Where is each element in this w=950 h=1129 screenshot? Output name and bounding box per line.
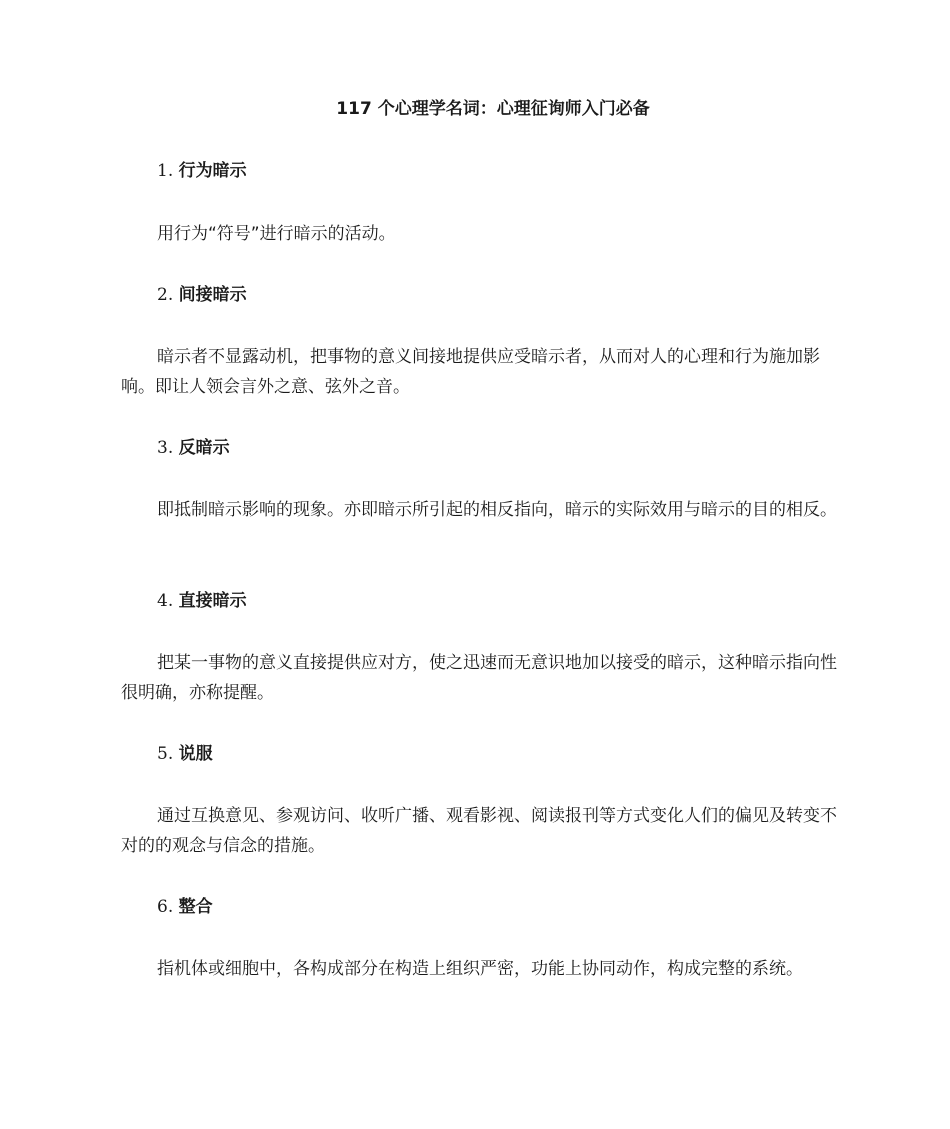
term-definition: 把某一事物的意义直接提供应对方，使之迅速而无意识地加以接受的暗示，这种暗示指向性很明确，亦称提醒。 bbox=[121, 653, 837, 703]
term-heading bbox=[157, 895, 213, 919]
term-name: 行为暗示 bbox=[178, 161, 247, 181]
term-number: 3. bbox=[157, 438, 174, 458]
term-definition: 暗示者不显露动机，把事物的意义间接地提供应受暗示者，从而对人的心理和行为施加影响。即让人领会言外之意、弦外之音。 bbox=[121, 347, 820, 397]
document-title: 117 个心理学名词：心理征询师入门必备 bbox=[336, 99, 650, 119]
term-number: 4. bbox=[157, 591, 174, 611]
term-definition: 即抵制暗示影响的现象。亦即暗示所引起的相反指向，暗示的实际效用与暗示的目的相反。 bbox=[157, 500, 837, 520]
term-number: 5. bbox=[157, 744, 174, 764]
term-definition: 用行为“符号”进行暗示的活动。 bbox=[157, 224, 396, 244]
term-name: 反暗示 bbox=[178, 438, 230, 458]
term-name: 间接暗示 bbox=[178, 285, 247, 305]
term-number: 1. bbox=[157, 161, 174, 181]
term-heading bbox=[157, 283, 247, 307]
term-name: 整合 bbox=[178, 897, 213, 917]
term-number: 6. bbox=[157, 897, 174, 917]
term-definition: 指机体或细胞中，各构成部分在构造上组织严密，功能上协同动作，构成完整的系统。 bbox=[157, 959, 803, 979]
term-definition: 通过互换意见、参观访问、收听广播、观看影视、阅读报刊等方式变化人们的偏见及转变不对的的观念与信念的措施。 bbox=[121, 806, 837, 856]
term-number: 2. bbox=[157, 285, 174, 305]
term-heading bbox=[157, 159, 247, 183]
term-heading bbox=[157, 589, 247, 613]
term-heading bbox=[157, 742, 213, 766]
term-heading bbox=[157, 436, 230, 460]
term-name: 直接暗示 bbox=[178, 591, 247, 611]
term-name: 说服 bbox=[178, 744, 213, 764]
